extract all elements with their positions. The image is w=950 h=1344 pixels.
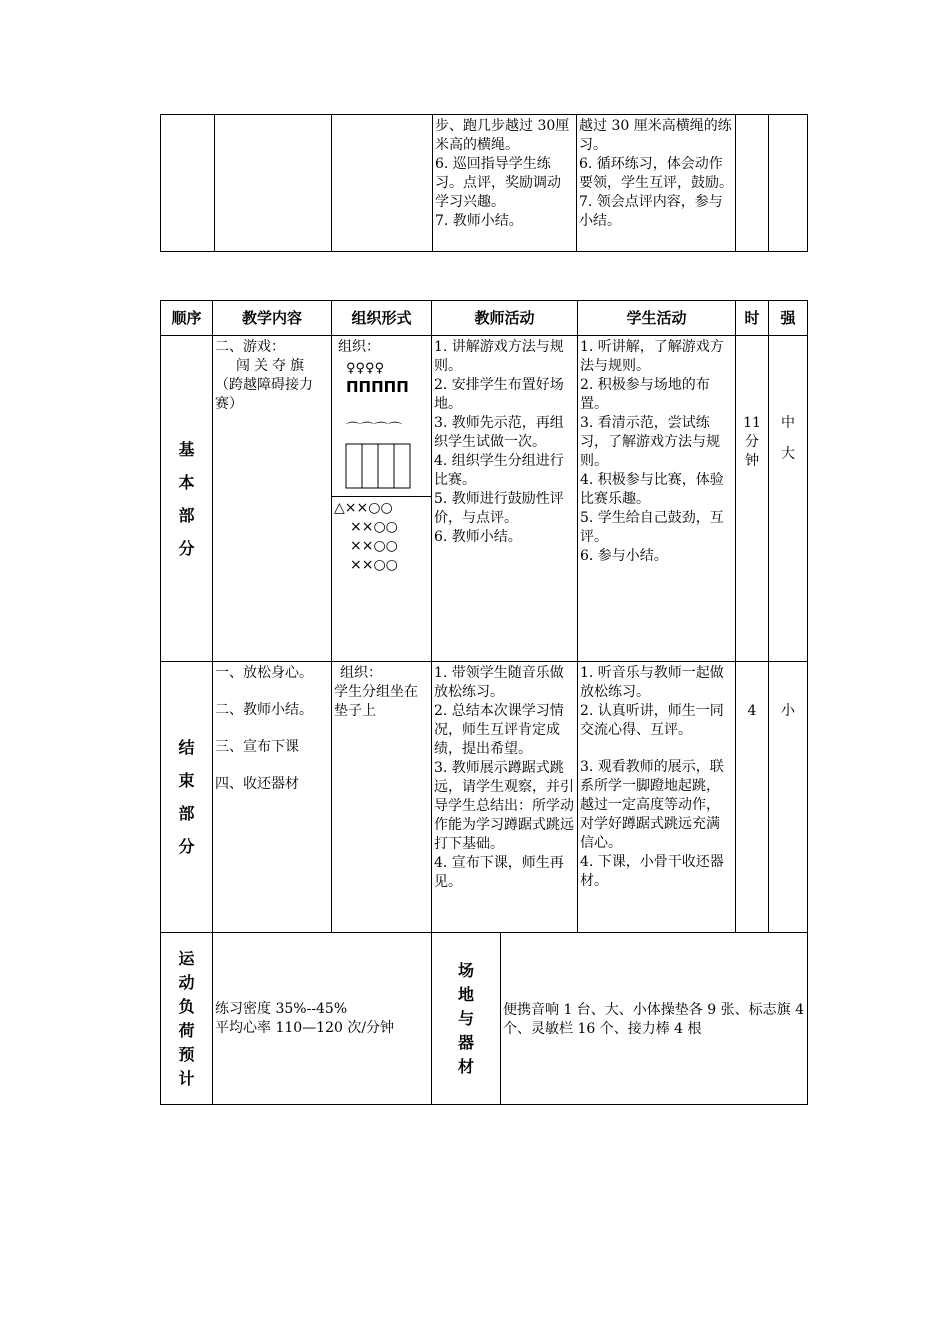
cont-student-line: 越过 30 厘米高横绳的练习。 <box>579 118 732 153</box>
student-step: 4. 下课，小骨干收还器材。 <box>580 854 724 889</box>
basic-org-cell <box>332 336 432 662</box>
continuation-table <box>160 114 808 252</box>
header-teacher: 教师活动 <box>432 301 578 336</box>
basic-section-label: 基 本 部 分 <box>161 336 213 662</box>
ending-section-label: 结 束 部 分 <box>161 662 213 933</box>
basic-intensity-cell: 中 大 <box>769 336 808 662</box>
load-label: 运 动 负 荷 预 计 <box>161 933 213 1105</box>
exercise-density: 练习密度 35%--45% <box>215 1000 348 1017</box>
ending-teacher-cell <box>432 662 578 933</box>
arc-symbols: ⌒⌒⌒⌒ <box>346 422 402 438</box>
team-row: ××○○ <box>350 557 398 573</box>
field-lanes-diagram <box>332 440 432 492</box>
teacher-step: 2. 总结本次课学习情况，师生互评肯定成绩，提出希望。 <box>434 703 564 757</box>
teacher-step: 6. 教师小结。 <box>434 529 522 545</box>
student-step: 1. 听讲解，了解游戏方法与规则。 <box>580 339 724 374</box>
teacher-step: 1. 带领学生随音乐做放松练习。 <box>434 665 564 700</box>
ending-time-cell: 4 <box>736 662 769 933</box>
header-student: 学生活动 <box>578 301 736 336</box>
teacher-step: 1. 讲解游戏方法与规则。 <box>434 339 564 374</box>
basic-student-cell <box>578 336 736 662</box>
ending-student-cell <box>578 662 736 933</box>
header-order: 顺序 <box>161 301 213 336</box>
teacher-step: 5. 教师进行鼓励性评价，与点评。 <box>434 491 564 526</box>
hurdle-symbols: ΠΠΠΠΠ <box>346 378 409 396</box>
teacher-step: 4. 组织学生分组进行比赛。 <box>434 453 564 488</box>
student-step: 6. 参与小结。 <box>580 548 668 564</box>
student-step: 3. 观看教师的展示，联系所学一脚蹬地起跳，越过一定高度等动作，对学好蹲踞式跳远充满信心。 <box>580 759 724 851</box>
cont-teacher-line: 6. 巡回指导学生练习。点评，奖励调动学习兴趣。 <box>435 156 561 210</box>
basic-game-name: 闯关夺旗 <box>236 358 308 374</box>
basic-content-line: 二、游戏： <box>215 339 285 355</box>
basic-section-row <box>161 336 808 662</box>
student-step: 4. 积极参与比赛，体验比赛乐趣。 <box>580 472 724 507</box>
cont-teacher-line: 步、跑几步越过 30厘米高的横绳。 <box>435 118 570 153</box>
teacher-step: 2. 安排学生布置好场地。 <box>434 377 564 412</box>
header-org: 组织形式 <box>332 301 432 336</box>
ending-content-item: 三、宣布下课 <box>215 739 299 755</box>
teacher-step: 3. 教师先示范，再组织学生试做一次。 <box>434 415 564 450</box>
ending-section-row <box>161 662 808 933</box>
basic-content-cell <box>213 336 332 662</box>
student-step: 1. 听音乐与教师一起做放松练习。 <box>580 665 724 700</box>
team-row: △××○○ <box>334 500 393 516</box>
ending-content-item: 二、教师小结。 <box>215 702 313 718</box>
cont-time-cell <box>736 115 769 252</box>
header-content: 教学内容 <box>213 301 332 336</box>
ending-content-item: 四、收还器材 <box>215 776 299 792</box>
header-row <box>161 301 808 336</box>
basic-teacher-cell <box>432 336 578 662</box>
cont-teacher-cell <box>433 115 577 252</box>
basic-content-line: （跨越障碍接力赛） <box>215 377 313 412</box>
cont-order-cell <box>161 115 215 252</box>
basic-time-cell: 11 分 钟 <box>736 336 769 662</box>
cont-student-line: 6. 循环练习，体会动作要领，学生互评，鼓励。 <box>579 156 733 191</box>
ending-content-cell <box>213 662 332 933</box>
student-step: 2. 积极参与场地的布置。 <box>580 377 710 412</box>
venue-label: 场 地 与 器 材 <box>432 933 501 1105</box>
teacher-step: 4. 宣布下课，师生再见。 <box>434 855 564 890</box>
flag-symbols: ♀♀♀♀ <box>346 361 385 376</box>
student-step: 3. 看清示范，尝试练习，了解游戏方法与规则。 <box>580 415 720 469</box>
cont-org-cell <box>332 115 433 252</box>
lesson-table <box>160 300 808 933</box>
basic-org-label: 组织： <box>338 339 380 355</box>
cont-student-cell <box>577 115 736 252</box>
header-time: 时 <box>736 301 769 336</box>
ending-content-item: 一、放松身心。 <box>215 665 313 681</box>
student-step: 5. 学生给自己鼓劲，互评。 <box>580 510 724 545</box>
average-heart-rate: 平均心率 110—120 次/分钟 <box>215 1019 395 1036</box>
header-intensity: 强 <box>769 301 808 336</box>
student-step: 2. 认真听讲，师生一同交流心得、互评。 <box>580 703 724 738</box>
ending-org-cell: 组织： 学生分组坐在垫子上 <box>332 662 432 933</box>
load-table <box>160 932 808 1105</box>
teacher-step: 3. 教师展示蹲踞式跳远，请学生观察，并引导学生总结出：所学动作能为学习蹲踞式跳远打下基础。 <box>434 760 574 852</box>
ending-intensity-cell: 小 <box>769 662 808 933</box>
team-row: ××○○ <box>350 538 398 554</box>
cont-teacher-line: 7. 教师小结。 <box>435 213 523 229</box>
team-row: ××○○ <box>350 519 398 535</box>
equipment-cell: 便携音响 1 台、大、小体操垫各 9 张、标志旗 4 个、灵敏栏 16 个、接力棒 4 根 <box>501 933 808 1105</box>
load-values-cell <box>213 933 432 1105</box>
cont-student-line: 7. 领会点评内容，参与小结。 <box>579 194 723 229</box>
cont-intensity-cell <box>769 115 808 252</box>
cont-content-cell <box>215 115 332 252</box>
